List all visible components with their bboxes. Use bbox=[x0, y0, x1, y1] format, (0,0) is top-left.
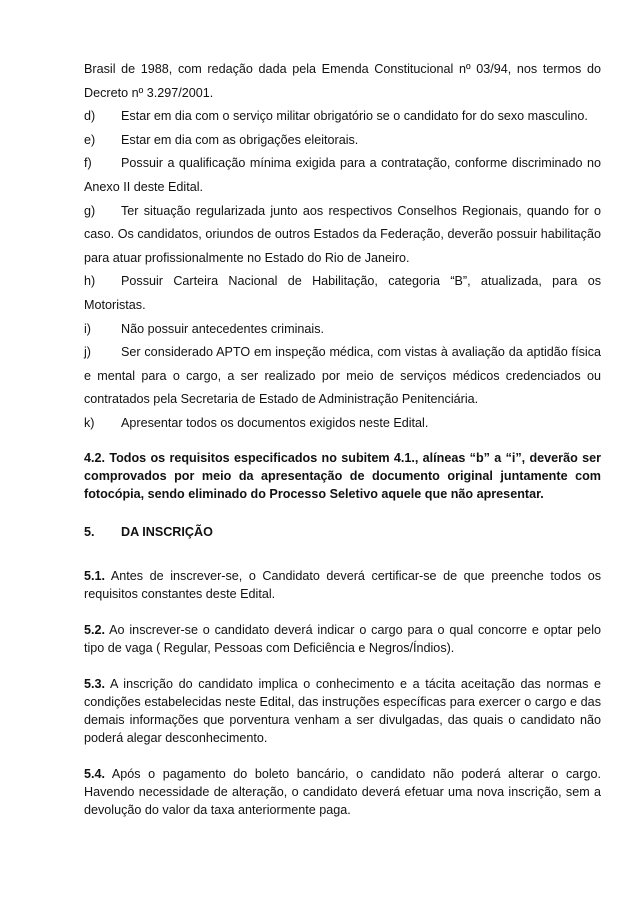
item-text: Possuir Carteira Nacional de Habilitação, categoria “B”, atualizada, para os Motoristas. bbox=[84, 274, 601, 312]
item-text: Possuir a qualificação mínima exigida para a contratação, conforme discriminado no Anexo II deste Edital. bbox=[84, 156, 601, 194]
clause-5-3 bbox=[84, 675, 601, 747]
item-letter: d) bbox=[84, 109, 96, 124]
section-heading bbox=[84, 523, 601, 541]
item-text: Ser considerado APTO em inspeção médica, com vistas à avaliação da aptidão física e mental para o cargo, a ser realizado por meio de serviços médicos credenciados ou contratados pela Secretaria de Estado de Administração Penitenciária. bbox=[84, 345, 601, 407]
clause-text: Ao inscrever-se o candidato deverá indicar o cargo para o qual concorre e optar pelo tipo de vaga ( Regular, Pessoas com Deficiência e Negros/Índios). bbox=[84, 622, 601, 655]
list-item-g bbox=[84, 200, 601, 271]
item-letter: g) bbox=[84, 203, 96, 218]
section-title: DA INSCRIÇÃO bbox=[121, 524, 213, 539]
item-letter: f) bbox=[84, 156, 92, 171]
item-text: Estar em dia com o serviço militar obrigatório se o candidato for do sexo masculino. bbox=[121, 109, 588, 124]
document-page bbox=[84, 58, 601, 819]
list-item-e bbox=[84, 129, 601, 153]
requirements-list bbox=[84, 105, 601, 435]
clause-number: 5.3. bbox=[84, 676, 106, 691]
clause-number: 5.2. bbox=[84, 622, 106, 637]
intro-paragraph: Brasil de 1988, com redação dada pela Emenda Constitucional nº 03/94, nos termos do Decreto nº 3.297/2001. bbox=[84, 62, 601, 100]
list-item-d bbox=[84, 105, 601, 129]
item-text: Ter situação regularizada junto aos respectivos Conselhos Regionais, quando for o caso. Os candidatos, oriundos de outros Estados da Federação, deverão possuir habilitação para atuar profissionalmente no Estado do Rio de Janeiro. bbox=[84, 203, 601, 265]
item-letter: e) bbox=[84, 132, 96, 147]
clause-number: 5.1. bbox=[84, 568, 106, 583]
list-item-i bbox=[84, 318, 601, 342]
paragraph-4-2: 4.2. Todos os requisitos especificados no subitem 4.1., alíneas “b” a “i”, deverão ser comprovados por meio da apresentação de documento original juntamente com fotocópia, sendo eliminado do Processo Seletivo aquele que não apresentar. bbox=[84, 450, 601, 501]
item-letter: i) bbox=[84, 321, 91, 336]
clause-text: A inscrição do candidato implica o conhecimento e a tácita aceitação das normas e condições estabelecidas neste Edital, das instruções específicas para exercer o cargo e das demais informações que porventura venham a ser divulgadas, das quais o candidato não poderá alegar desconhecimento. bbox=[84, 676, 601, 745]
item-letter: k) bbox=[84, 415, 95, 430]
clause-5-2 bbox=[84, 621, 601, 657]
item-text: Estar em dia com as obrigações eleitorais. bbox=[121, 132, 359, 147]
list-item-k bbox=[84, 412, 601, 436]
section-number: 5. bbox=[84, 524, 95, 539]
item-letter: h) bbox=[84, 274, 96, 289]
item-letter: j) bbox=[84, 345, 91, 360]
list-item-j bbox=[84, 341, 601, 412]
list-item-h bbox=[84, 270, 601, 317]
item-text: Não possuir antecedentes criminais. bbox=[121, 321, 325, 336]
clause-text: Após o pagamento do boleto bancário, o candidato não poderá alterar o cargo. Havendo necessidade de alteração, o candidato deverá efetuar uma nova inscrição, sem a devolução do valor da taxa anteriormente paga. bbox=[84, 766, 601, 817]
clause-number: 5.4. bbox=[84, 766, 106, 781]
list-item-f bbox=[84, 152, 601, 199]
clause-5-1 bbox=[84, 567, 601, 603]
clause-5-4 bbox=[84, 765, 601, 819]
item-text: Apresentar todos os documentos exigidos neste Edital. bbox=[121, 415, 429, 430]
clause-text: Antes de inscrever-se, o Candidato deverá certificar-se de que preenche todos os requisitos constantes deste Edital. bbox=[84, 568, 601, 601]
